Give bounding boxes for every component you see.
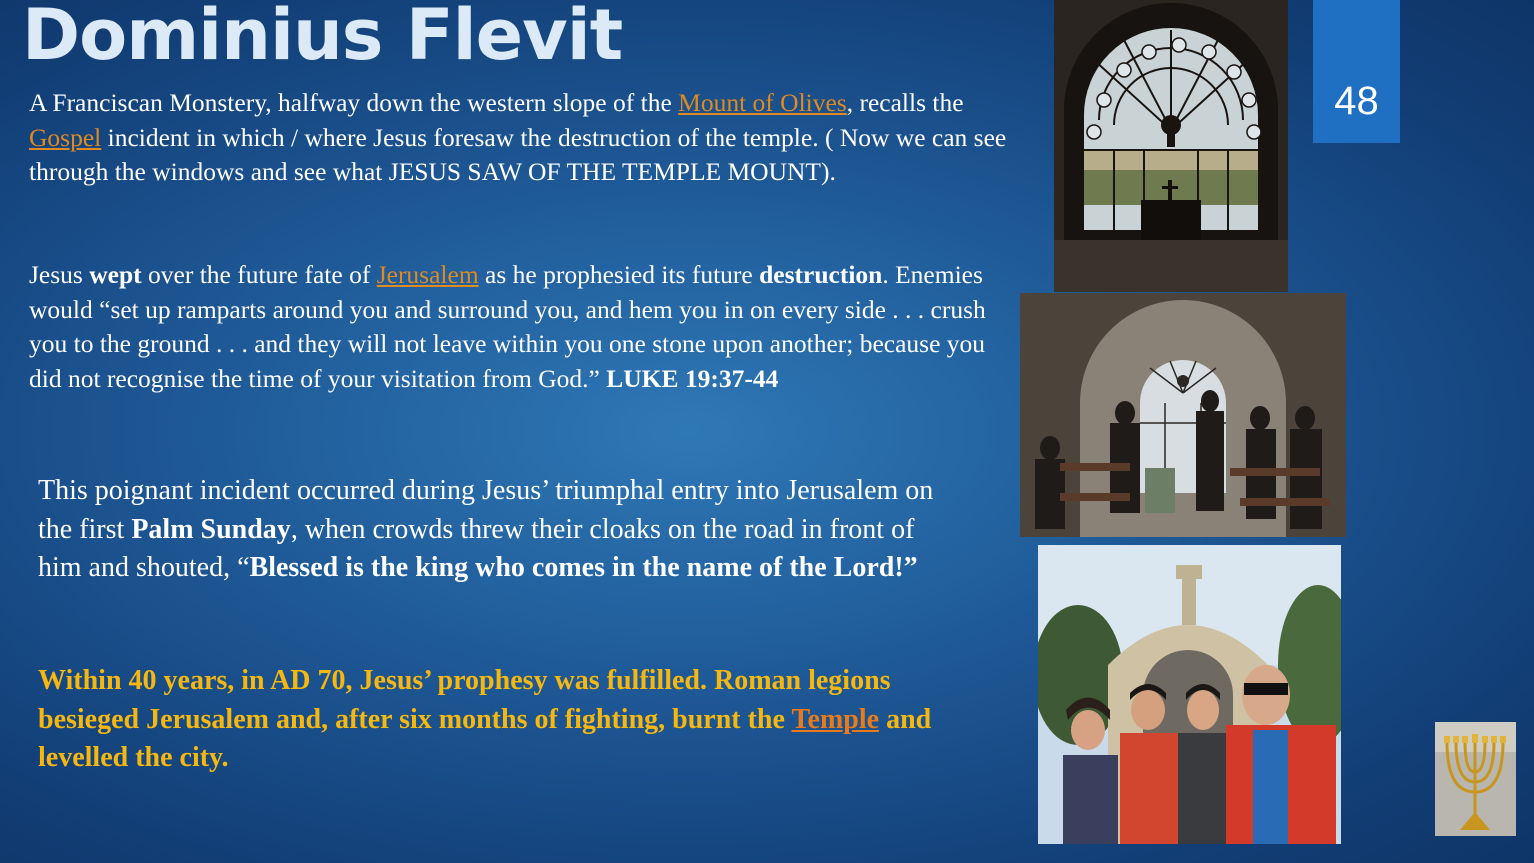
temple-link[interactable]: Temple <box>791 703 880 735</box>
intro-paragraph: A Franciscan Monstery, halfway down the western slope of the Mount of Olives, recalls the Gospel incident in which / where Jesus foresaw the destruction of the temple. ( Now we can see through the windows and see what JESUS SAW OF THE TEMPLE MOUNT). <box>29 88 1007 186</box>
slide-number: 48 <box>1334 79 1379 123</box>
chapel-interior-photo <box>1020 293 1346 537</box>
prophesy-paragraph: Within 40 years, in AD 70, Jesus’ prophesy was fulfilled. Roman legions besieged Jerusalem and, after six months of fighting, burnt the Temple and levelled the city. <box>38 665 932 773</box>
palm-sunday-paragraph: This poignant incident occurred during Jesus’ triumphal entry into Jerusalem on the first Palm Sunday, when crowds threw their cloaks on the road in front of him and shouted, “Blessed is the king who comes in the name of the Lord!” <box>38 475 934 583</box>
slide-number-box <box>1313 0 1400 143</box>
chapel-window-photo <box>1054 0 1288 292</box>
menorah-photo <box>1435 722 1516 836</box>
group-selfie-photo <box>1038 545 1341 844</box>
jerusalem-link[interactable]: Jerusalem <box>376 260 479 289</box>
scripture-paragraph: Jesus wept over the future fate of Jerusalem as he prophesied its future destruction. Enemies would “set up ramparts around you and surround you, and hem you in on every side . . . crush you to the ground . . . and they will not leave within you one stone upon another; because you did not recognise the time of your visitation from God.” LUKE 19:37-44 <box>29 260 986 393</box>
mount-of-olives-link[interactable]: Mount of Olives <box>678 88 847 117</box>
slide-title: Dominius Flevit <box>22 0 623 76</box>
gospel-link[interactable]: Gospel <box>29 122 102 152</box>
